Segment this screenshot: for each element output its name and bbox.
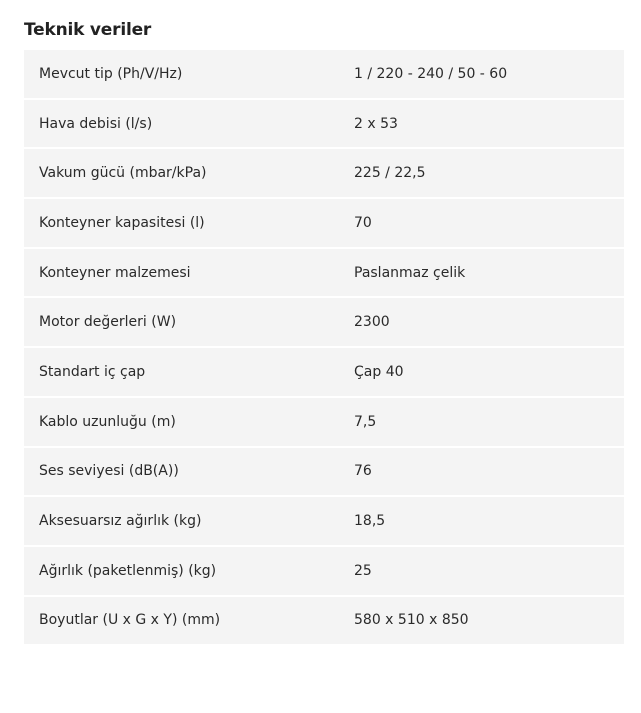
table-row <box>24 50 624 99</box>
spec-value: Paslanmaz çelik <box>354 248 624 298</box>
spec-value: 70 <box>354 198 624 248</box>
table-row <box>24 447 624 497</box>
spec-label: Boyutlar (U x G x Y) (mm) <box>39 612 221 629</box>
spec-label: Kablo uzunluğu (m) <box>24 397 354 447</box>
spec-label: Standart iç çap <box>24 347 354 397</box>
spec-label: Motor değerleri (W) <box>24 297 354 347</box>
spec-value: 580 x 510 x 850 <box>354 612 469 629</box>
table-row <box>24 496 624 546</box>
spec-value: Çap 40 <box>354 347 624 397</box>
spec-value: 76 <box>354 447 624 497</box>
spec-label: Konteyner kapasitesi (l) <box>24 198 354 248</box>
section-title: Teknik veriler <box>24 20 152 40</box>
spec-label: Vakum gücü (mbar/kPa) <box>24 148 354 198</box>
table-row <box>24 596 624 645</box>
spec-table <box>24 50 624 644</box>
spec-value: 1 / 220 - 240 / 50 - 60 <box>354 50 624 99</box>
table-row <box>24 297 624 347</box>
spec-value: 18,5 <box>354 496 624 546</box>
table-row <box>24 546 624 596</box>
table-row <box>24 99 624 149</box>
spec-value: 2 x 53 <box>354 99 624 149</box>
spec-label: Ses seviyesi (dB(A)) <box>24 447 354 497</box>
spec-value: 25 <box>354 546 624 596</box>
spec-value: 2300 <box>354 297 624 347</box>
table-row <box>24 248 624 298</box>
spec-label: Konteyner malzemesi <box>24 248 354 298</box>
table-row <box>24 397 624 447</box>
spec-value: 225 / 22,5 <box>354 148 624 198</box>
table-row <box>24 347 624 397</box>
spec-label: Mevcut tip (Ph/V/Hz) <box>24 50 354 99</box>
table-row <box>24 148 624 198</box>
spec-label: Ağırlık (paketlenmiş) (kg) <box>24 546 354 596</box>
spec-label: Aksesuarsız ağırlık (kg) <box>24 496 354 546</box>
spec-value: 7,5 <box>354 397 624 447</box>
table-row <box>24 198 624 248</box>
spec-label: Hava debisi (l/s) <box>24 99 354 149</box>
